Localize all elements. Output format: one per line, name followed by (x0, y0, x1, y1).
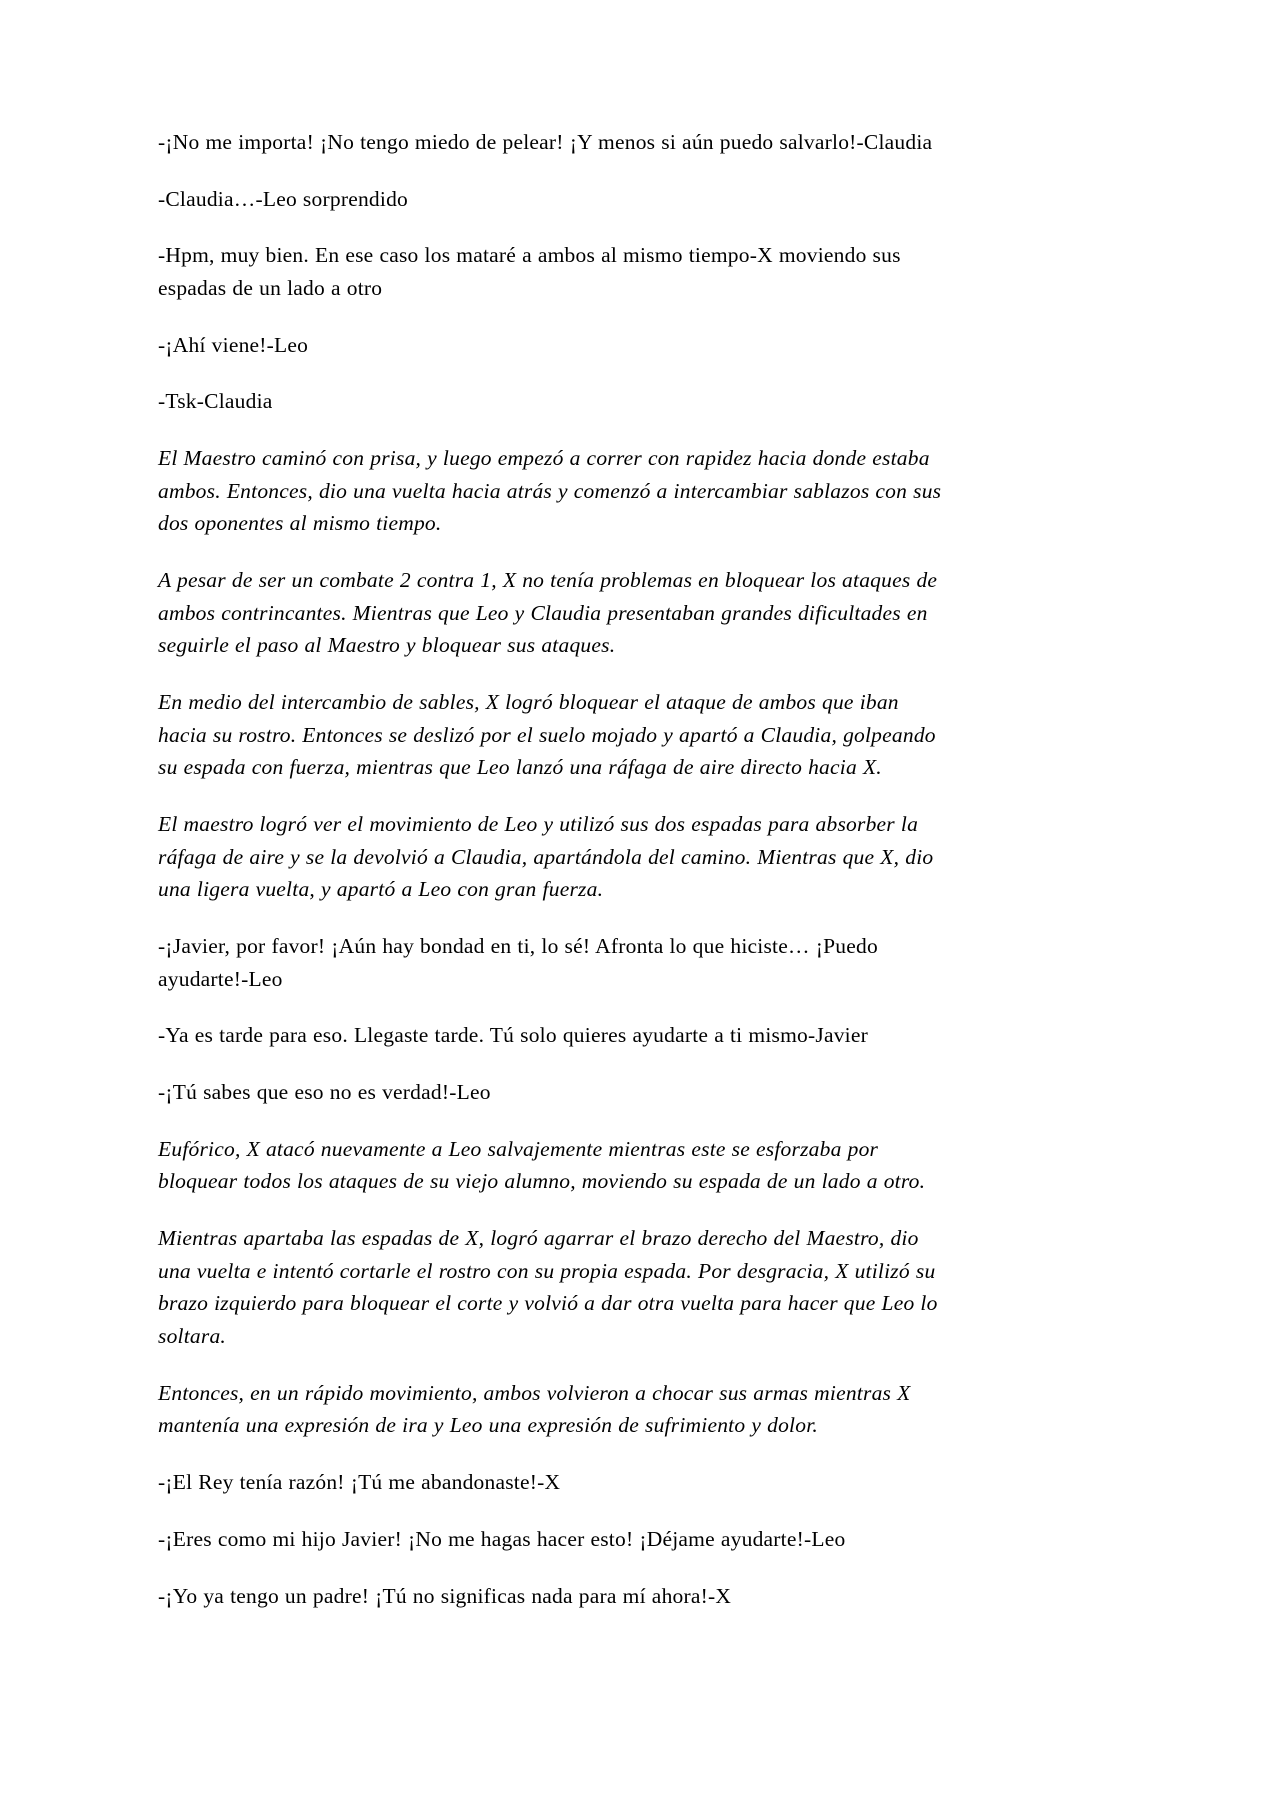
dialogue-paragraph: -¡Eres como mi hijo Javier! ¡No me hagas hacer esto! ¡Déjame ayudarte!-Leo (158, 1526, 846, 1551)
dialogue-paragraph: -¡Ahí viene!-Leo (158, 332, 309, 357)
dialogue-paragraph: -¡Javier, por favor! ¡Aún hay bondad en ti, lo sé! Afronta lo que hiciste… ¡Puedo ayudarte!-Leo (158, 934, 878, 991)
dialogue-paragraph: -Ya es tarde para eso. Llegaste tarde. Tú solo quieres ayudarte a ti mismo-Javier (158, 1023, 868, 1048)
narration-paragraph: El Maestro caminó con prisa, y luego empezó a correr con rapidez hacia donde estaba ambos. Entonces, dio una vuelta hacia atrás y comenzó a intercambiar sablazos con sus dos oponentes al mismo tiempo. (158, 446, 942, 536)
narration-paragraph: El maestro logró ver el movimiento de Leo y utilizó sus dos espadas para absorber la ráfaga de aire y se la devolvió a Claudia, apartándola del camino. Mientras que X, dio una ligera vuelta, y apartó a Leo con gran fuerza. (158, 812, 934, 902)
narration-paragraph: En medio del intercambio de sables, X logró bloquear el ataque de ambos que iban hacia su rostro. Entonces se deslizó por el suelo mojado y apartó a Claudia, golpeando su espada con fuerza, mientras que Leo lanzó una ráfaga de aire directo hacia X. (158, 690, 936, 780)
narration-paragraph: Mientras apartaba las espadas de X, logró agarrar el brazo derecho del Maestro, dio una vuelta e intentó cortarle el rostro con su propia espada. Por desgracia, X utilizó su brazo izquierdo para bloquear el corte y volvió a dar otra vuelta para hacer que Leo lo soltara. (158, 1226, 938, 1349)
narration-paragraph: Eufórico, X atacó nuevamente a Leo salvajemente mientras este se esforzaba por bloquear todos los ataques de su viejo alumno, moviendo su espada de un lado a otro. (158, 1136, 926, 1194)
dialogue-paragraph: -¡El Rey tenía razón! ¡Tú me abandonaste!-X (158, 1470, 561, 1495)
dialogue-paragraph: -¡No me importa! ¡No tengo miedo de pelear! ¡Y menos si aún puedo salvarlo!-Claudia (158, 130, 933, 154)
narration-paragraph: Entonces, en un rápido movimiento, ambos volvieron a chocar sus armas mientras X mantenía una expresión de ira y Leo una expresión de sufrimiento y dolor. (158, 1380, 911, 1438)
dialogue-paragraph: -Hpm, muy bien. En ese caso los mataré a ambos al mismo tiempo-X moviendo sus espadas de un lado a otro (158, 243, 901, 301)
dialogue-paragraph: -Tsk-Claudia (158, 389, 273, 414)
dialogue-paragraph: -¡Yo ya tengo un padre! ¡Tú no significas nada para mí ahora!-X (158, 1583, 732, 1608)
document-text-body (158, 126, 950, 1636)
narration-paragraph: A pesar de ser un combate 2 contra 1, X no tenía problemas en bloquear los ataques de ambos contrincantes. Mientras que Leo y Claudia presentaban grandes dificultades en seguirle el paso al Maestro y bloquear sus ataques. (158, 568, 938, 658)
dialogue-paragraph: -¡Tú sabes que eso no es verdad!-Leo (158, 1080, 491, 1105)
dialogue-paragraph: -Claudia…-Leo sorprendido (158, 186, 408, 211)
